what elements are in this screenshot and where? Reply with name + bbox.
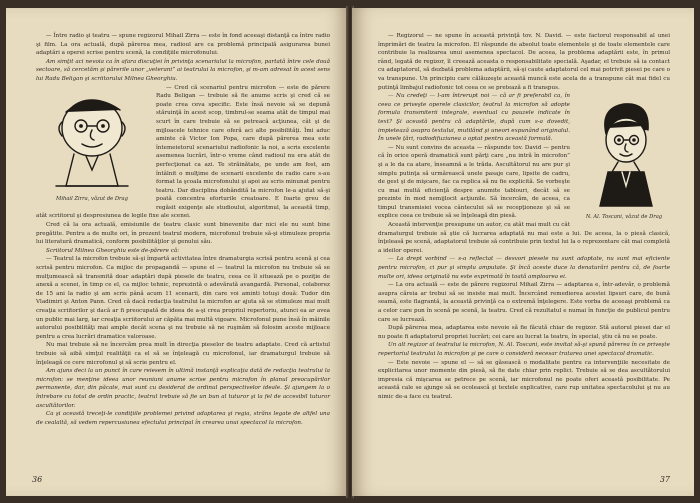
paragraph: Cred că la ora actuală, emisiunile de teatru clasic sunt binevenite dar nici ele nu sunt bine pregătite. Pentru a de multe ori, în prezent teatrul modern, microfonul trebuie să-şi stimuleze propria lui literatură dramatică, conform posibilităţilor şi genului său. <box>36 222 330 246</box>
left-page <box>6 8 348 496</box>
paragraph: Un alt regizor al teatrului la microfon, N. Al. Toscani, este invitat să-şi spună părerea în ce priveşte repertoriul teatrului la microfon şi pe care o consideră necesar tratarea unei spectacol dramatic. <box>378 342 670 357</box>
paragraph: Ca şi această treceţi-le condiţiile problemei privind adaptarea şi regia, străns legate de altfel una de cealaltă, să vedem repercusiunea efectului principal în crearea unui spectacol la microfon. <box>36 411 330 426</box>
paragraph: — Nu sunt convins de aceasta — răspunde tov. David — pentru că în orice operă dramatică sunt părţi care „nu intră în microfon” şi a le da ca atare, înseamnă a le trăda. Ascultătorul nu are pur şi simplu putinţa să urmărească unele pasaje care, lipsite de cadru, de gest şi de mişcare, fac ca replica să nu fie explicită. Se vorbeşte cu mai multă eficienţă despre anumite tablouri, decât să se prezinte în mod nemijlocit acţiunile. Să încercăm, de aceea, ca timpul transmisiei vocea cântecului să se recepţioneze şi să se explice ceea ce trebuie să se înţeleagă din piesă. <box>378 144 570 220</box>
paragraph: Această intervenţie presupune un autor, cu atât mai mult cu cât dramaturgul trebuie să ştie că lucrarea adaptată nu mai este a lui. De aceea, la o piesă clasică, înţeleasă pe scenă, adaptatorul trebuie să contribuie prin textul lui la o reprezentare cât mai completă a ideilor operei. <box>378 222 670 254</box>
page-number: 36 <box>32 475 43 484</box>
left-text-column <box>36 32 330 427</box>
caricature-caption: Mihail Zirra, văzut de Drag <box>56 195 128 202</box>
caricature-caption: N. Al. Toscani, văzut de Drag <box>585 214 663 221</box>
paragraph: După părerea mea, adaptarea este nevoie să fie făcută chiar de regizor. Stă autorul piesei dar el nu poate fi adaptatorul propriei lucrări; cei care au lucrat la teatru, în special, ştiu că nu se poate. <box>378 325 670 340</box>
caricature-toscani <box>578 94 670 224</box>
paragraph: Am simţit aci nevoia ca în afara discuţiei în privinţa scenariului la microfon, partată între cele două sectoare, să cercetăm şi părerile unor „veterani” ai teatrului la microfon, şi m-am adresat în acest sens lui Radu Beligan şi scriitorului Milnea Gheorghiu. <box>36 58 330 82</box>
right-text-column <box>378 32 670 402</box>
paragraph: — La ora actuală — este de părere regizorul Mihail Zirra — adaptarea e, într-adevăr, o problemă asupra căreia ar trebui să se insiste mai mult. Încercând remedierea acestei lipsuri care, de bună seamă, este flagrantă, la această privinţă ca o extremă înţelegere. Este vorba de aceeaşi problemă ca a celor care pun în scenă pe scenă, la teatru. Cred că rezultatul e numai în funcţie de publicul pentru care se lucrează. <box>378 282 670 323</box>
caricature-zirra-drawing <box>36 86 148 194</box>
caricature-zirra <box>36 86 148 204</box>
paragraph: — Regizorul — ne spune în această privinţă tov. N. David. — este factorul responsabil al unei împrimări de teatru la microfon. El răspunde de absolut toate elementele şi de toate elementele care contribuie la realizarea unui asemenea spectacol. De aceea, la problema adaptării este, în primul rând, legată de regizor, îl creează aceasta o responsabilitate specială. Aşadar, el trebuie să ia contact cu adaptatorul, să dezbată problema adaptării, să-şi caute adaptatorul cel mai potrivit piesei pe care o va transpune. Un principiu care călăuzeşte această muncă este acela de a transpune cât mai fidel cu putinţă limbajul radiofonic tot ceea ce se pretează a fi transpus. <box>378 33 670 91</box>
paragraph: — La drept vorbind — s-a reflectat — desvori piesele nu sunt adaptate, nu sunt mai eficiente pentru microfon, ci pur şi simplu amputate. Şi încă aceste duce la denaturări pentru că, de foarte multe ori, ideea originală nu este exprimată în toată amploarea ei. <box>378 256 670 280</box>
paragraph: — Nu credeţi — l-am întrerupt noi — că ar fi preferabil ca, în ceea ce priveşte operele clasicilor, teatrul la microfon să adopte formula transmiterii integrale, eventual cu pauzele indicate în text? Şi această pentru că adaptările, după cum s-a dovedit, impietează asupra textului, mutilând şi uneori expunând originalul. În unele ţări, radiodifuziunea a optat pentru această formulă. <box>378 93 570 143</box>
paragraph: — Teatrul la microfon trebuie să-şi împartă activitatea între dramaturgia scrisă pentru scenă şi cea scrisă pentru microfon. Ca mijloc de propagandă — spune el — teatrul la microfon nu trebuie să se mulţumească să transmită doar adaptări după piesele de teatru, ceea ce îl situează pe o poziţie de anexă a scenei, în timp ce el, ca mijloc tehnic, reprezintă o adevărată avangardă. Personal, colaborez de 15 ani la radio şi am scris până acum 11 scenarii, din care voi aminti totuşi două: Tudor din Vladimiri şi Anton Pann. Cred că dacă redacţia teatrului la microfon ar ajuta să se stimuleze mai mult creaţia scriitorilor şi dacă ar fi preocupată de ideea de a-şi crea propriul repertoriu, atunci ea ar avea un public mai larg, iar creaţia scriitorului ar căpăta mai multă vigoare. Microfonul pune însă în mâinile autorului posibilităţi mai ample decât scena şi nu trebuie să ne ruşinăm să folosim aceste mijloace pentru a crea lucrări dramatice valoroase. <box>36 256 330 340</box>
paragraph: Am ajuns deci la un punct în care reiesem în ultimă instanţă explicaţia dată de redacţia teatrului la microfon: se menţine ideea unor reuniuni anume scrise pentru microfon în planul preocupărilor permanente, dar, din păcate, mai sunt cu desiderat de ordinul perspectivelor ideale. Şi ajungem la o întrebare cu totul de ordin practic, teatrul trebuie să fie un bun al tuturor şi la fel de accesibil tuturor ascultătorilor. <box>36 368 330 409</box>
caricature-toscani-drawing <box>578 94 670 212</box>
right-page <box>352 8 694 496</box>
paragraph: — Cred că scenariul pentru microfon — este de părere Radu Beligan — trebuie să fie anume scris şi cred că se poate crea ceva specific. Este însă nevoie să se depună stăruinţă în acest scop, timbrul-se seama atât de timpul mai scurt în care trebuie să se petreacă acţiunea, cât şi de mijloacele tehnice care oferă aci alte posibilităţi. Îmi aduc aminte că Victor Ion Popa, care după părerea mea este întemeietorul scenariului radiofonic la noi, a scris excelente asemenea lucrări, într-o vreme când radioul nu era atât de perfecţionat ca azi. Te străinătate, pe unde am fost, am întâlnit o mulţime de scenarii excelente de radio care s-au format la şcoala microfonului şi apoi au scris minunat pentru teatru. Dar disciplina dobândită la microfon le-a ajutat să-şi poată concentra eforturile creatoare. E foarte greu de regăsit exigenţe ale studioului, algoritmul, la această timp, atât scriitorul şi despresiunea de legile fixe ale scenei. <box>36 84 330 220</box>
paragraph: — Este nevoie — spune el — să se găsească o modalitate pentru ca intervenţiile necesitate de explicitarea unor momente din piesă, să fie date chiar prin replici. Trebuie să se dea ascultătorului impresia că mişcarea se petrece pe scenă, iar microfonul ne poate oferi această posibilitate. Pe această cale se ajunge să se ocolească şi textele explicative, care rup unitatea spectacolului şi nu au nimic de-a face cu teatrul. <box>378 359 670 400</box>
page-number: 37 <box>659 475 670 484</box>
paragraph: Scriitorul Milnea Gheorghiu este de-părere că: <box>46 247 180 254</box>
paragraph: — Între radio şi teatru — spune regizorul Mihail Zirra — este în fond aceeaşi distanţă ca între radio şi film. La ora actuală, după părerea mea, radioul are ca problemă principală asigurarea bunei adaptări a operei scrise pentru scenă, la condiţiile microfonului. <box>36 33 330 57</box>
paragraph: Nu mai trebuie să ne încercăm prea mult în direcţia pieselor de teatru adaptate. Cred că artistul trebuie să aibă simţul realităţii ca el să se înţeleagă cu microfonul, iar dramaturgul trebuie să înţeleagă ce cere microfonul şi să scrie pentru el. <box>36 342 330 366</box>
